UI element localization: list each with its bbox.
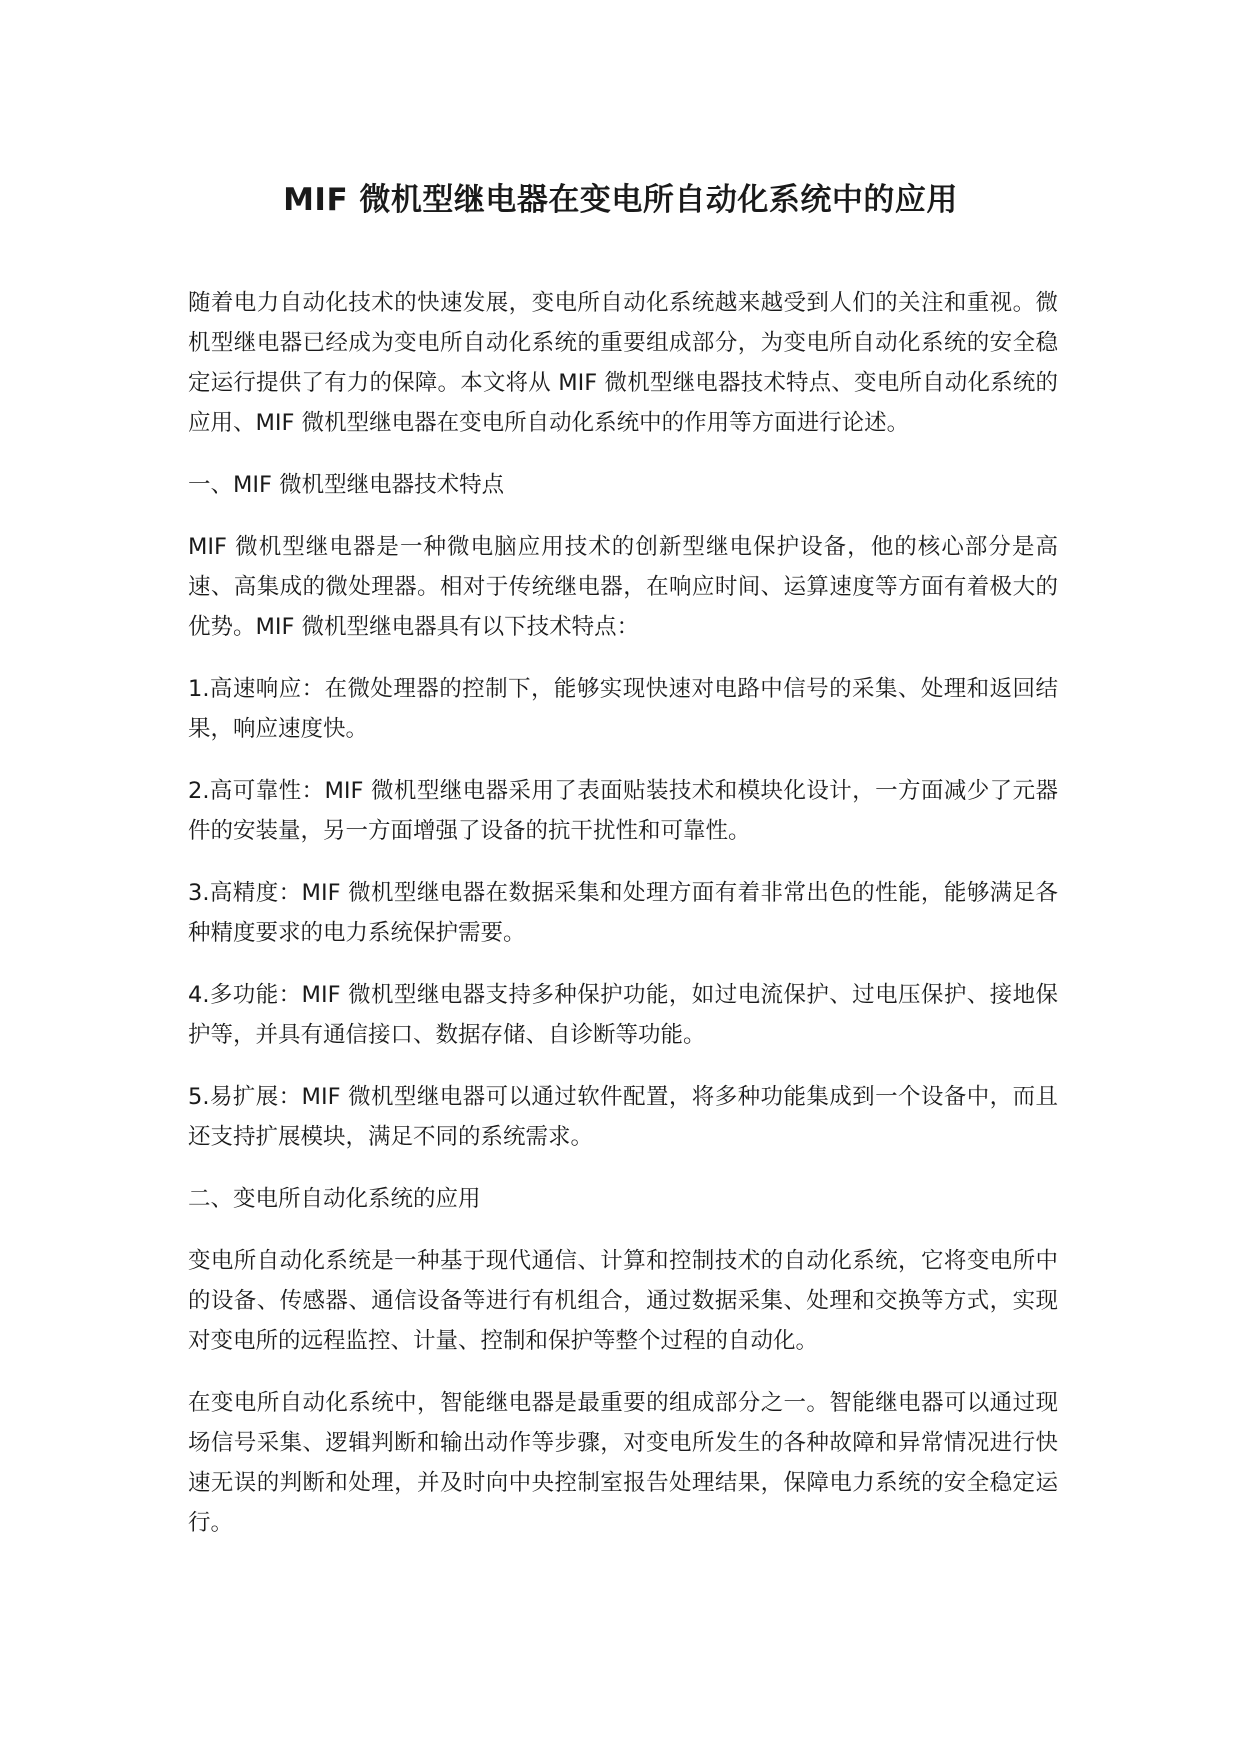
feature-item-4: 4.多功能：MIF 微机型继电器支持多种保护功能，如过电流保护、过电压保护、接地保护等，并具有通信接口、数据存储、自诊断等功能。 bbox=[188, 982, 1058, 1048]
section-2-paragraph-2: 在变电所自动化系统中，智能继电器是最重要的组成部分之一。智能继电器可以通过现场信号采集、逻辑判断和输出动作等步骤，对变电所发生的各种故障和异常情况进行快速无误的判断和处理，并及时向中央控制室报告处理结果，保障电力系统的安全稳定运行。 bbox=[188, 1390, 1058, 1536]
section-2-paragraph-1: 变电所自动化系统是一种基于现代通信、计算和控制技术的自动化系统，它将变电所中的设备、传感器、通信设备等进行有机组合，通过数据采集、处理和交换等方式，实现对变电所的远程监控、计量、控制和保护等整个过程的自动化。 bbox=[188, 1248, 1058, 1354]
section-heading-1: 一、MIF 微机型继电器技术特点 bbox=[188, 472, 505, 498]
feature-item-2: 2.高可靠性：MIF 微机型继电器采用了表面贴装技术和模块化设计，一方面减少了元器件的安装量，另一方面增强了设备的抗干扰性和可靠性。 bbox=[188, 778, 1058, 844]
feature-item-1: 1.高速响应：在微处理器的控制下，能够实现快速对电路中信号的采集、处理和返回结果，响应速度快。 bbox=[188, 676, 1058, 742]
document-title: MIF 微机型继电器在变电所自动化系统中的应用 bbox=[283, 182, 958, 218]
intro-paragraph: 随着电力自动化技术的快速发展，变电所自动化系统越来越受到人们的关注和重视。微机型继电器已经成为变电所自动化系统的重要组成部分，为变电所自动化系统的安全稳定运行提供了有力的保障。本文将从 MIF 微机型继电器技术特点、变电所自动化系统的应用、MIF 微机型继电器在变电所自动化系统中的作用等方面进行论述。 bbox=[188, 290, 1058, 436]
section-1-intro-paragraph: MIF 微机型继电器是一种微电脑应用技术的创新型继电保护设备，他的核心部分是高速、高集成的微处理器。相对于传统继电器，在响应时间、运算速度等方面有着极大的优势。MIF 微机型继电器具有以下技术特点： bbox=[188, 534, 1058, 640]
feature-item-5: 5.易扩展：MIF 微机型继电器可以通过软件配置，将多种功能集成到一个设备中，而且还支持扩展模块，满足不同的系统需求。 bbox=[188, 1084, 1058, 1150]
section-heading-2: 二、变电所自动化系统的应用 bbox=[188, 1186, 481, 1212]
document-body bbox=[188, 283, 1058, 1565]
feature-item-3: 3.高精度：MIF 微机型继电器在数据采集和处理方面有着非常出色的性能，能够满足各种精度要求的电力系统保护需要。 bbox=[188, 880, 1058, 946]
